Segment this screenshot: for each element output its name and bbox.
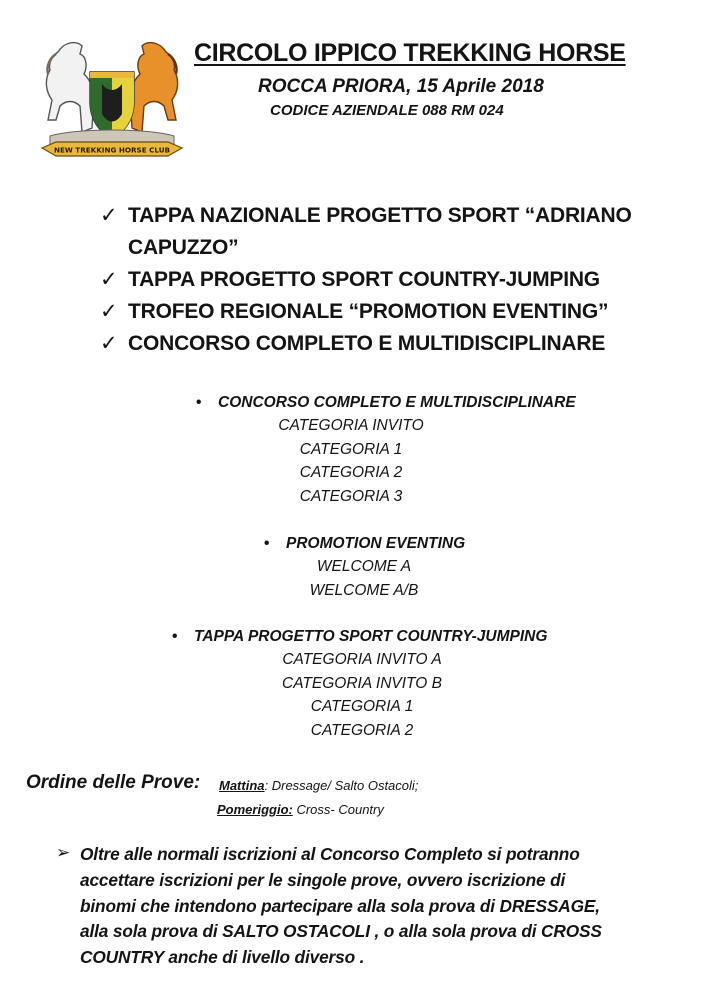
ordine-label: Ordine delle Prove: [26,772,201,793]
section-promotion-eventing [264,533,524,602]
afternoon-label: Pomeriggio: [217,802,293,817]
category-item: CATEGORIA 2 [310,721,414,739]
bullet-icon: • [264,535,270,552]
category-item: WELCOME A [316,558,412,575]
note-line: COUNTRY anche di livello diverso . [80,947,365,968]
category-list [172,648,552,742]
place-date: ROCCA PRIORA, 15 Aprile 2018 [258,76,544,97]
club-logo [36,36,188,164]
category-item: CATEGORIA INVITO B [282,674,442,692]
event-item: ✓ TAPPA PROGETTO SPORT COUNTRY-JUMPING [98,264,698,296]
category-item: CATEGORIA 1 [310,698,414,715]
note-text [80,842,696,971]
morning-label: Mattina [219,778,265,793]
club-title: CIRCOLO IPPICO TREKKING HORSE [194,39,626,67]
check-mark-icon: ✓ [100,300,118,323]
logo-banner-text: NEW TREKKING HORSE CLUB [53,145,171,155]
ordine-afternoon [217,802,384,817]
section-country-jumping [172,626,592,742]
section-title: • CONCORSO COMPLETO E MULTIDISCIPLINARE [196,392,616,414]
registration-note [56,842,696,971]
check-mark-icon: ✓ [100,268,118,291]
afternoon-value: Cross- Country [292,802,384,817]
note-line: alla sola prova di SALTO OSTACOLI , o alla sola prova di CROSS [80,921,602,942]
arrow-bullet-icon: ➢ [56,843,71,862]
morning-value: : Dressage/ Salto Ostacoli; [264,778,419,793]
section-concorso-completo [196,392,616,508]
note-line: binomi che intendono partecipare alla sola prova di DRESSAGE, [80,895,600,916]
event-item: ✓ CONCORSO COMPLETO E MULTIDISCIPLINARE [98,328,698,360]
section-title: • PROMOTION EVENTING [264,533,524,555]
ordine-morning [219,778,418,793]
event-item: ✓ TROFEO REGIONALE “PROMOTION EVENTING” [98,296,698,328]
bullet-icon: • [172,628,178,645]
bullet-icon: • [196,394,202,411]
note-line: Oltre alle normali iscrizioni al Concorso Completo si potranno [80,844,580,864]
check-mark-icon: ✓ [100,204,118,227]
note-line: accettare iscrizioni per le singole prove, ovvero iscrizione di [80,869,566,890]
category-item: WELCOME A/B [309,581,419,599]
event-item: ✓ TAPPA NAZIONALE PROGETTO SPORT “ADRIANO CAPUZZO” [98,200,698,264]
section-title: • TAPPA PROGETTO SPORT COUNTRY-JUMPING [172,626,592,648]
category-list [196,414,506,508]
category-list [264,555,464,602]
category-item: CATEGORIA 3 [299,487,403,505]
company-code: CODICE AZIENDALE 088 RM 024 [270,102,504,119]
category-item: CATEGORIA 2 [299,464,403,481]
category-item: CATEGORIA INVITO A [282,651,442,668]
category-item: CATEGORIA INVITO [278,417,424,434]
events-list [98,200,698,360]
category-item: CATEGORIA 1 [299,440,403,458]
check-mark-icon: ✓ [100,332,118,355]
